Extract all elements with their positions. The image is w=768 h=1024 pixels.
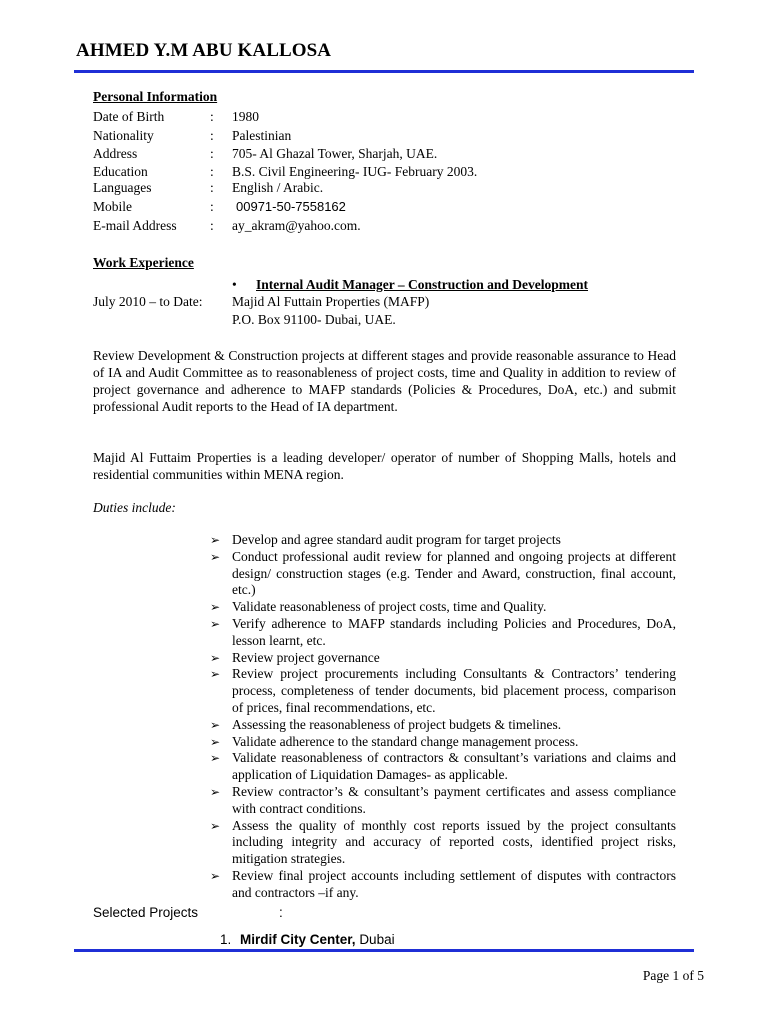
info-colon: : <box>210 109 214 124</box>
project-item <box>220 932 395 947</box>
info-row-languages <box>93 180 653 198</box>
project-location: Dubai <box>359 932 395 947</box>
arrow-bullet-icon: ➢ <box>210 600 221 615</box>
arrow-bullet-icon: ➢ <box>210 717 221 732</box>
header-divider <box>74 70 694 73</box>
arrow-bullet-icon: ➢ <box>210 533 221 547</box>
arrow-bullet-icon: ➢ <box>210 751 221 766</box>
email-value[interactable]: ay_akram@yahoo.com. <box>232 218 361 233</box>
info-label: E-mail Address <box>93 218 177 233</box>
selected-projects-colon: : <box>279 905 283 920</box>
list-item: ➢ Validate reasonableness of contractors & consultant’s variations and claims and application of Liquidation Damages- as applicable. <box>210 750 676 783</box>
mobile-value: 00971-50-7558162 <box>236 199 346 214</box>
list-item: ➢ Validate adherence to the standard change management process. <box>210 733 579 749</box>
page-number: Page 1 of 5 <box>642 968 704 983</box>
info-colon: : <box>210 128 214 143</box>
info-colon: : <box>210 164 214 179</box>
arrow-bullet-icon: ➢ <box>210 650 221 665</box>
info-value: 1980 <box>232 109 259 124</box>
arrow-bullet-icon: ➢ <box>210 818 221 833</box>
arrow-bullet-icon: ➢ <box>210 868 221 883</box>
info-colon: : <box>210 199 214 214</box>
arrow-bullet-icon: ➢ <box>210 667 221 682</box>
arrow-bullet-icon: ➢ <box>210 784 221 799</box>
duties-list <box>210 532 676 902</box>
job-period: July 2010 – to Date: <box>93 294 203 309</box>
list-item: ➢ Develop and agree standard audit program for target projects <box>210 532 561 547</box>
info-colon: : <box>210 146 214 161</box>
info-row-email <box>93 218 653 236</box>
arrow-bullet-icon: ➢ <box>210 734 221 749</box>
project-number: 1. <box>220 932 232 947</box>
info-label: Nationality <box>93 128 154 143</box>
list-item: ➢ Validate reasonableness of project costs, time and Quality. <box>210 599 547 615</box>
bullet-icon: • <box>232 277 237 292</box>
company-name: Majid Al Futtain Properties (MAFP) <box>232 294 430 309</box>
info-label: Mobile <box>93 199 132 214</box>
company-description: Majid Al Futtaim Properties is a leading developer/ operator of number of Shopping Malls, hotels and residential communities within MENA region. <box>93 450 676 482</box>
info-row-address <box>93 146 653 164</box>
info-value: 705- Al Ghazal Tower, Sharjah, UAE. <box>232 146 438 161</box>
resume-name: AHMED Y.M ABU KALLOSA <box>76 40 332 61</box>
info-label: Languages <box>93 180 152 195</box>
job-description: Review Development & Construction projects at different stages and provide reasonable assurance to Head of IA and Audit Committee as to reasonableness of project costs, time and Quality in addition to review of project governance and adherence to MAFP standards (Policies & Procedures, DoA, etc.) and submit professional Audit reports to the Head of IA department. <box>93 348 676 414</box>
job-title: Internal Audit Manager – Construction and Development <box>256 277 589 292</box>
info-row-dob <box>93 109 653 127</box>
list-item: ➢ Assess the quality of monthly cost reports issued by the project consultants including integrity and accuracy of reported costs, identified project risks, mitigation strategies. <box>210 817 676 867</box>
info-value: Palestinian <box>232 128 292 143</box>
list-item: ➢ Review final project accounts including settlement of disputes with contractors and contractors –if any. <box>210 867 676 900</box>
company-address: P.O. Box 91100- Dubai, UAE. <box>232 312 396 327</box>
info-colon: : <box>210 218 214 233</box>
selected-projects-label: Selected Projects <box>93 905 199 920</box>
list-item: ➢ Conduct professional audit review for planned and ongoing projects at different design/ construction stages (e.g. Tender and Award, construction, final account, etc.) <box>210 548 676 598</box>
personal-info-heading: Personal Information <box>93 89 218 104</box>
info-row-nationality <box>93 128 653 146</box>
list-item: ➢ Review project procurements including Consultants & Contractors’ tendering process, completeness of tender documents, bid placement process, comparison of prices, final recommendations, etc. <box>210 666 676 715</box>
project-name: Mirdif City Center, <box>240 932 356 947</box>
list-item: ➢ Review project governance <box>210 649 380 665</box>
info-value: B.S. Civil Engineering- IUG- February 2003. <box>232 164 478 179</box>
list-item: ➢ Assessing the reasonableness of project budgets & timelines. <box>210 716 562 732</box>
info-label: Education <box>93 164 148 179</box>
duties-heading: Duties include: <box>93 500 176 515</box>
info-value: English / Arabic. <box>232 180 324 195</box>
info-row-mobile <box>93 199 653 217</box>
arrow-bullet-icon: ➢ <box>210 616 221 631</box>
list-item: ➢ Review contractor’s & consultant’s payment certificates and assess compliance with contract conditions. <box>210 783 676 816</box>
work-experience-heading: Work Experience <box>93 255 194 270</box>
info-label: Date of Birth <box>93 109 165 124</box>
info-label: Address <box>93 146 138 161</box>
info-colon: : <box>210 180 214 195</box>
arrow-bullet-icon: ➢ <box>210 549 221 564</box>
footer-divider <box>74 949 694 952</box>
list-item: ➢ Verify adherence to MAFP standards including Policies and Procedures, DoA, lesson learnt, etc. <box>210 615 676 648</box>
